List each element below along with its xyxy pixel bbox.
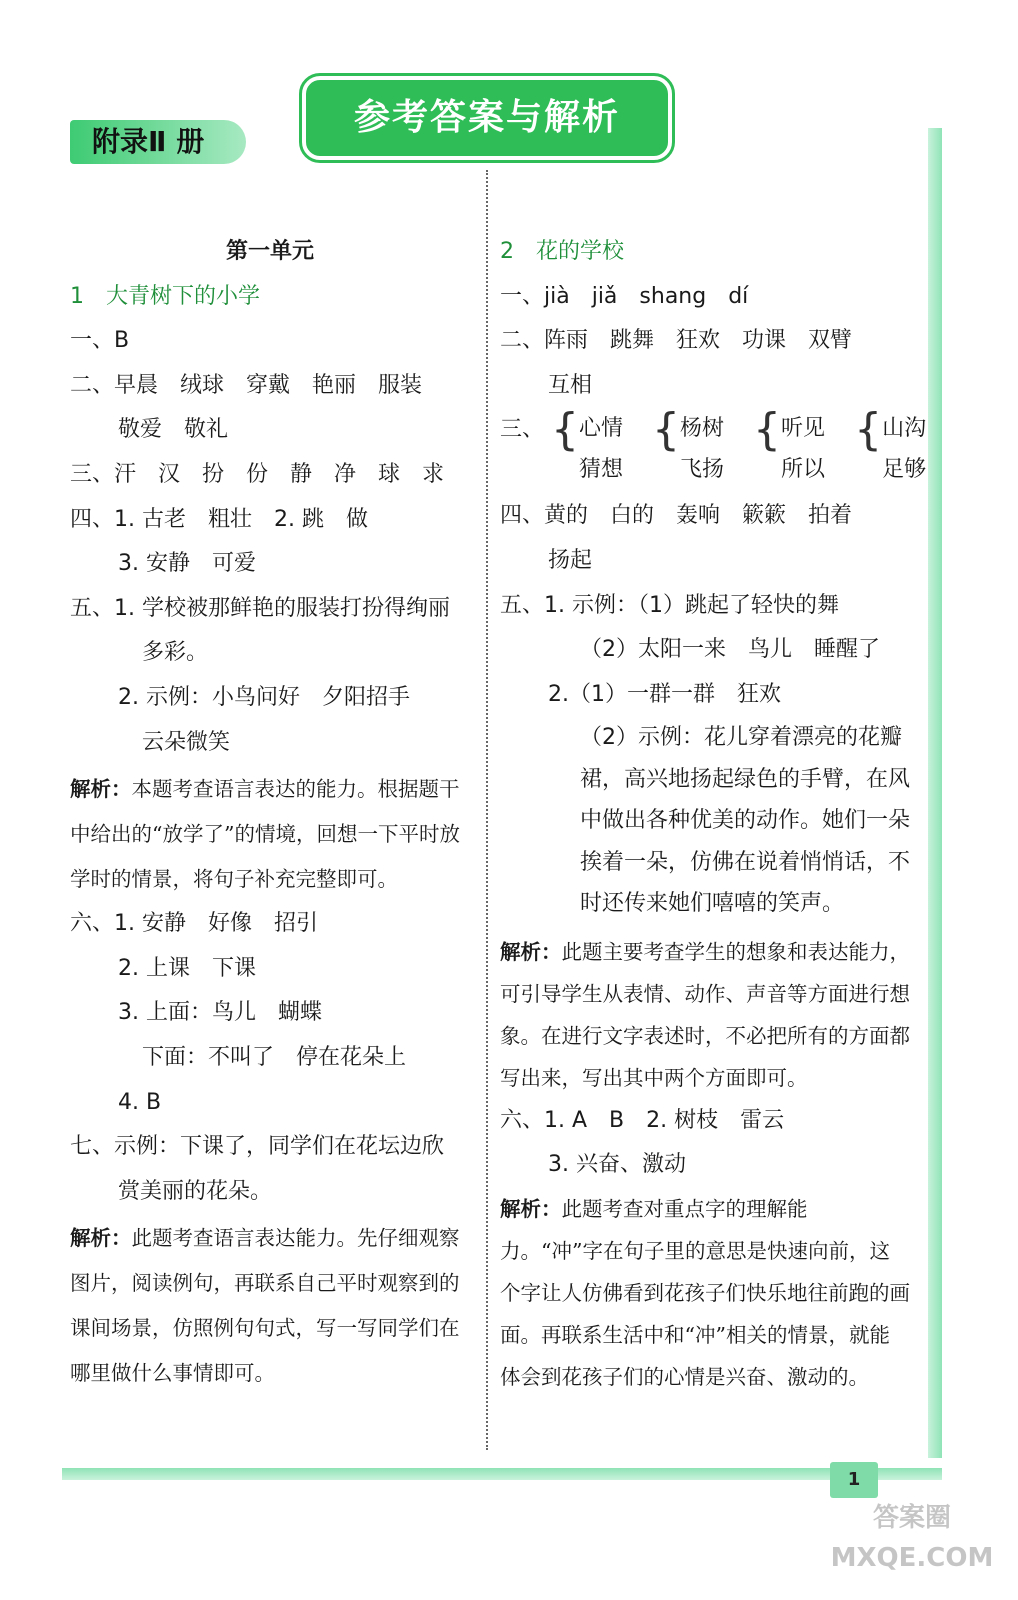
answer-line: 五、1. 学校被那鲜艳的服装打扮得绚丽 (70, 595, 450, 621)
pair-word: 听见 (781, 416, 826, 442)
explanation (70, 767, 470, 902)
answer-line: 六、1. 安静 好像 招引 (70, 911, 318, 937)
pair-word: 猜想 (579, 457, 624, 483)
answer-line: 二、早晨 绒球 穿戴 艳丽 服装 (70, 372, 423, 398)
answer-line: 3. 上面：鸟儿 蝴蝶 (118, 1000, 322, 1026)
answer-line: 扬起 (548, 547, 593, 573)
answer-prefix: 三、 (500, 417, 545, 443)
explanation-label: 解析： (500, 1197, 562, 1222)
answer-line: 云朵微笑 (142, 729, 231, 755)
answer-line: 下面：不叫了 停在花朵上 (142, 1044, 407, 1070)
word-pair: {山沟 足够 (854, 404, 927, 483)
explanation-text: 此题主要考查学生的想象和表达能力，可引导学生从表情、动作、声音等方面进行想象。在进行文字表述时，不必把所有的方面都写出来，写出其中两个方面即可。 (500, 939, 910, 1090)
word-pairs-line (500, 404, 927, 494)
column-divider (486, 170, 488, 1450)
pair-word: 心情 (579, 416, 624, 442)
answer-line: 三、汗 汉 扮 份 静 净 球 求 (70, 461, 445, 487)
lesson-title: 1 大青树下的小学 (70, 283, 260, 309)
explanation (500, 931, 910, 1099)
explanation-text: 本题考查语言表达的能力。根据题干中给出的“放学了”的情境，回想一下平时放学时的情景，将句子补充完整即可。 (70, 777, 460, 892)
explanation-label: 解析： (500, 939, 562, 964)
answer-line: 多彩。 (142, 640, 209, 666)
answer-line: 四、黄的 白的 轰响 簌簌 拍着 (500, 503, 853, 529)
right-border-bar (928, 128, 942, 1458)
appendix-tag: 附录Ⅱ 册 (70, 120, 246, 164)
explanation-text: 此题考查语言表达能力。先仔细观察图片，阅读例句，再联系自己平时观察到的课间场景，仿照例句句式，写一写同学们在哪里做什么事情即可。 (70, 1226, 460, 1386)
word-pair: {杨树 飞扬 (652, 404, 725, 483)
answer-line: （2）太阳一来 鸟儿 睡醒了 (580, 637, 880, 663)
answer-line: 4. B (118, 1089, 162, 1115)
answer-line: 一、B (70, 328, 130, 354)
watermark: 答案圈 MXQE.COM (830, 1503, 994, 1573)
answer-line: 六、1. A B 2. 树枝 雷云 (500, 1107, 785, 1133)
word-pair: {心情 猜想 (551, 404, 624, 483)
answer-line: 3. 安静 可爱 (118, 551, 256, 577)
answer-line: 赏美丽的花朵。 (118, 1178, 273, 1204)
explanation-text: 此题考查对重点字的理解能力。“冲”字在句子里的意思是快速向前，这个字让人仿佛看到花孩子们快乐地往前跑的画面。再联系生活中和“冲”相关的情景，就能体会到花孩子们的心情是兴奋、激动的。 (500, 1197, 910, 1390)
bottom-border-bar (62, 1468, 942, 1480)
explanation (70, 1216, 470, 1396)
pair-word: 杨树 (680, 416, 725, 442)
answer-line: 一、jià jiǎ shang dí (500, 283, 749, 309)
page-number: 1 (830, 1462, 878, 1498)
answer-line: 五、1. 示例：（1）跳起了轻快的舞 (500, 592, 839, 618)
answer-line: 2.（1）一群一群 狂欢 (548, 681, 781, 707)
pair-word: 飞扬 (680, 457, 725, 483)
pair-word: 山沟 (882, 416, 927, 442)
answer-line: 2. 示例：小鸟问好 夕阳招手 (118, 684, 410, 710)
pair-word: 所以 (781, 457, 826, 483)
explanation-label: 解析： (70, 777, 132, 802)
answer-line: 互相 (548, 372, 593, 398)
answer-line: 3. 兴奋、激动 (548, 1152, 686, 1178)
title-banner (302, 76, 672, 160)
answer-line: 2. 上课 下课 (118, 955, 256, 981)
answer-line: 四、1. 古老 粗壮 2. 跳 做 (70, 506, 368, 532)
left-column (70, 230, 470, 1396)
pair-word: 足够 (882, 457, 927, 483)
answer-line: 七、示例：下课了，同学们在花坛边欣 (70, 1134, 445, 1160)
explanation-label: 解析： (70, 1226, 132, 1251)
right-column (500, 230, 927, 1398)
answer-paragraph: （2）示例：花儿穿着漂亮的花瓣裙，高兴地扬起绿色的手臂，在风中做出各种优美的动作。她们一朵挨着一朵，仿佛在说着悄悄话，不时还传来她们嘻嘻的笑声。 (580, 725, 911, 917)
explanation (500, 1188, 910, 1398)
page-title: 参考答案与解析 (353, 97, 620, 138)
answer-line: 二、阵雨 跳舞 狂欢 功课 双臂 (500, 328, 853, 354)
answer-line: 敬爱 敬礼 (118, 417, 229, 443)
word-pair: {听见 所以 (753, 404, 826, 483)
lesson-title: 2 花的学校 (500, 239, 624, 264)
unit-title: 第一单元 (225, 239, 314, 264)
